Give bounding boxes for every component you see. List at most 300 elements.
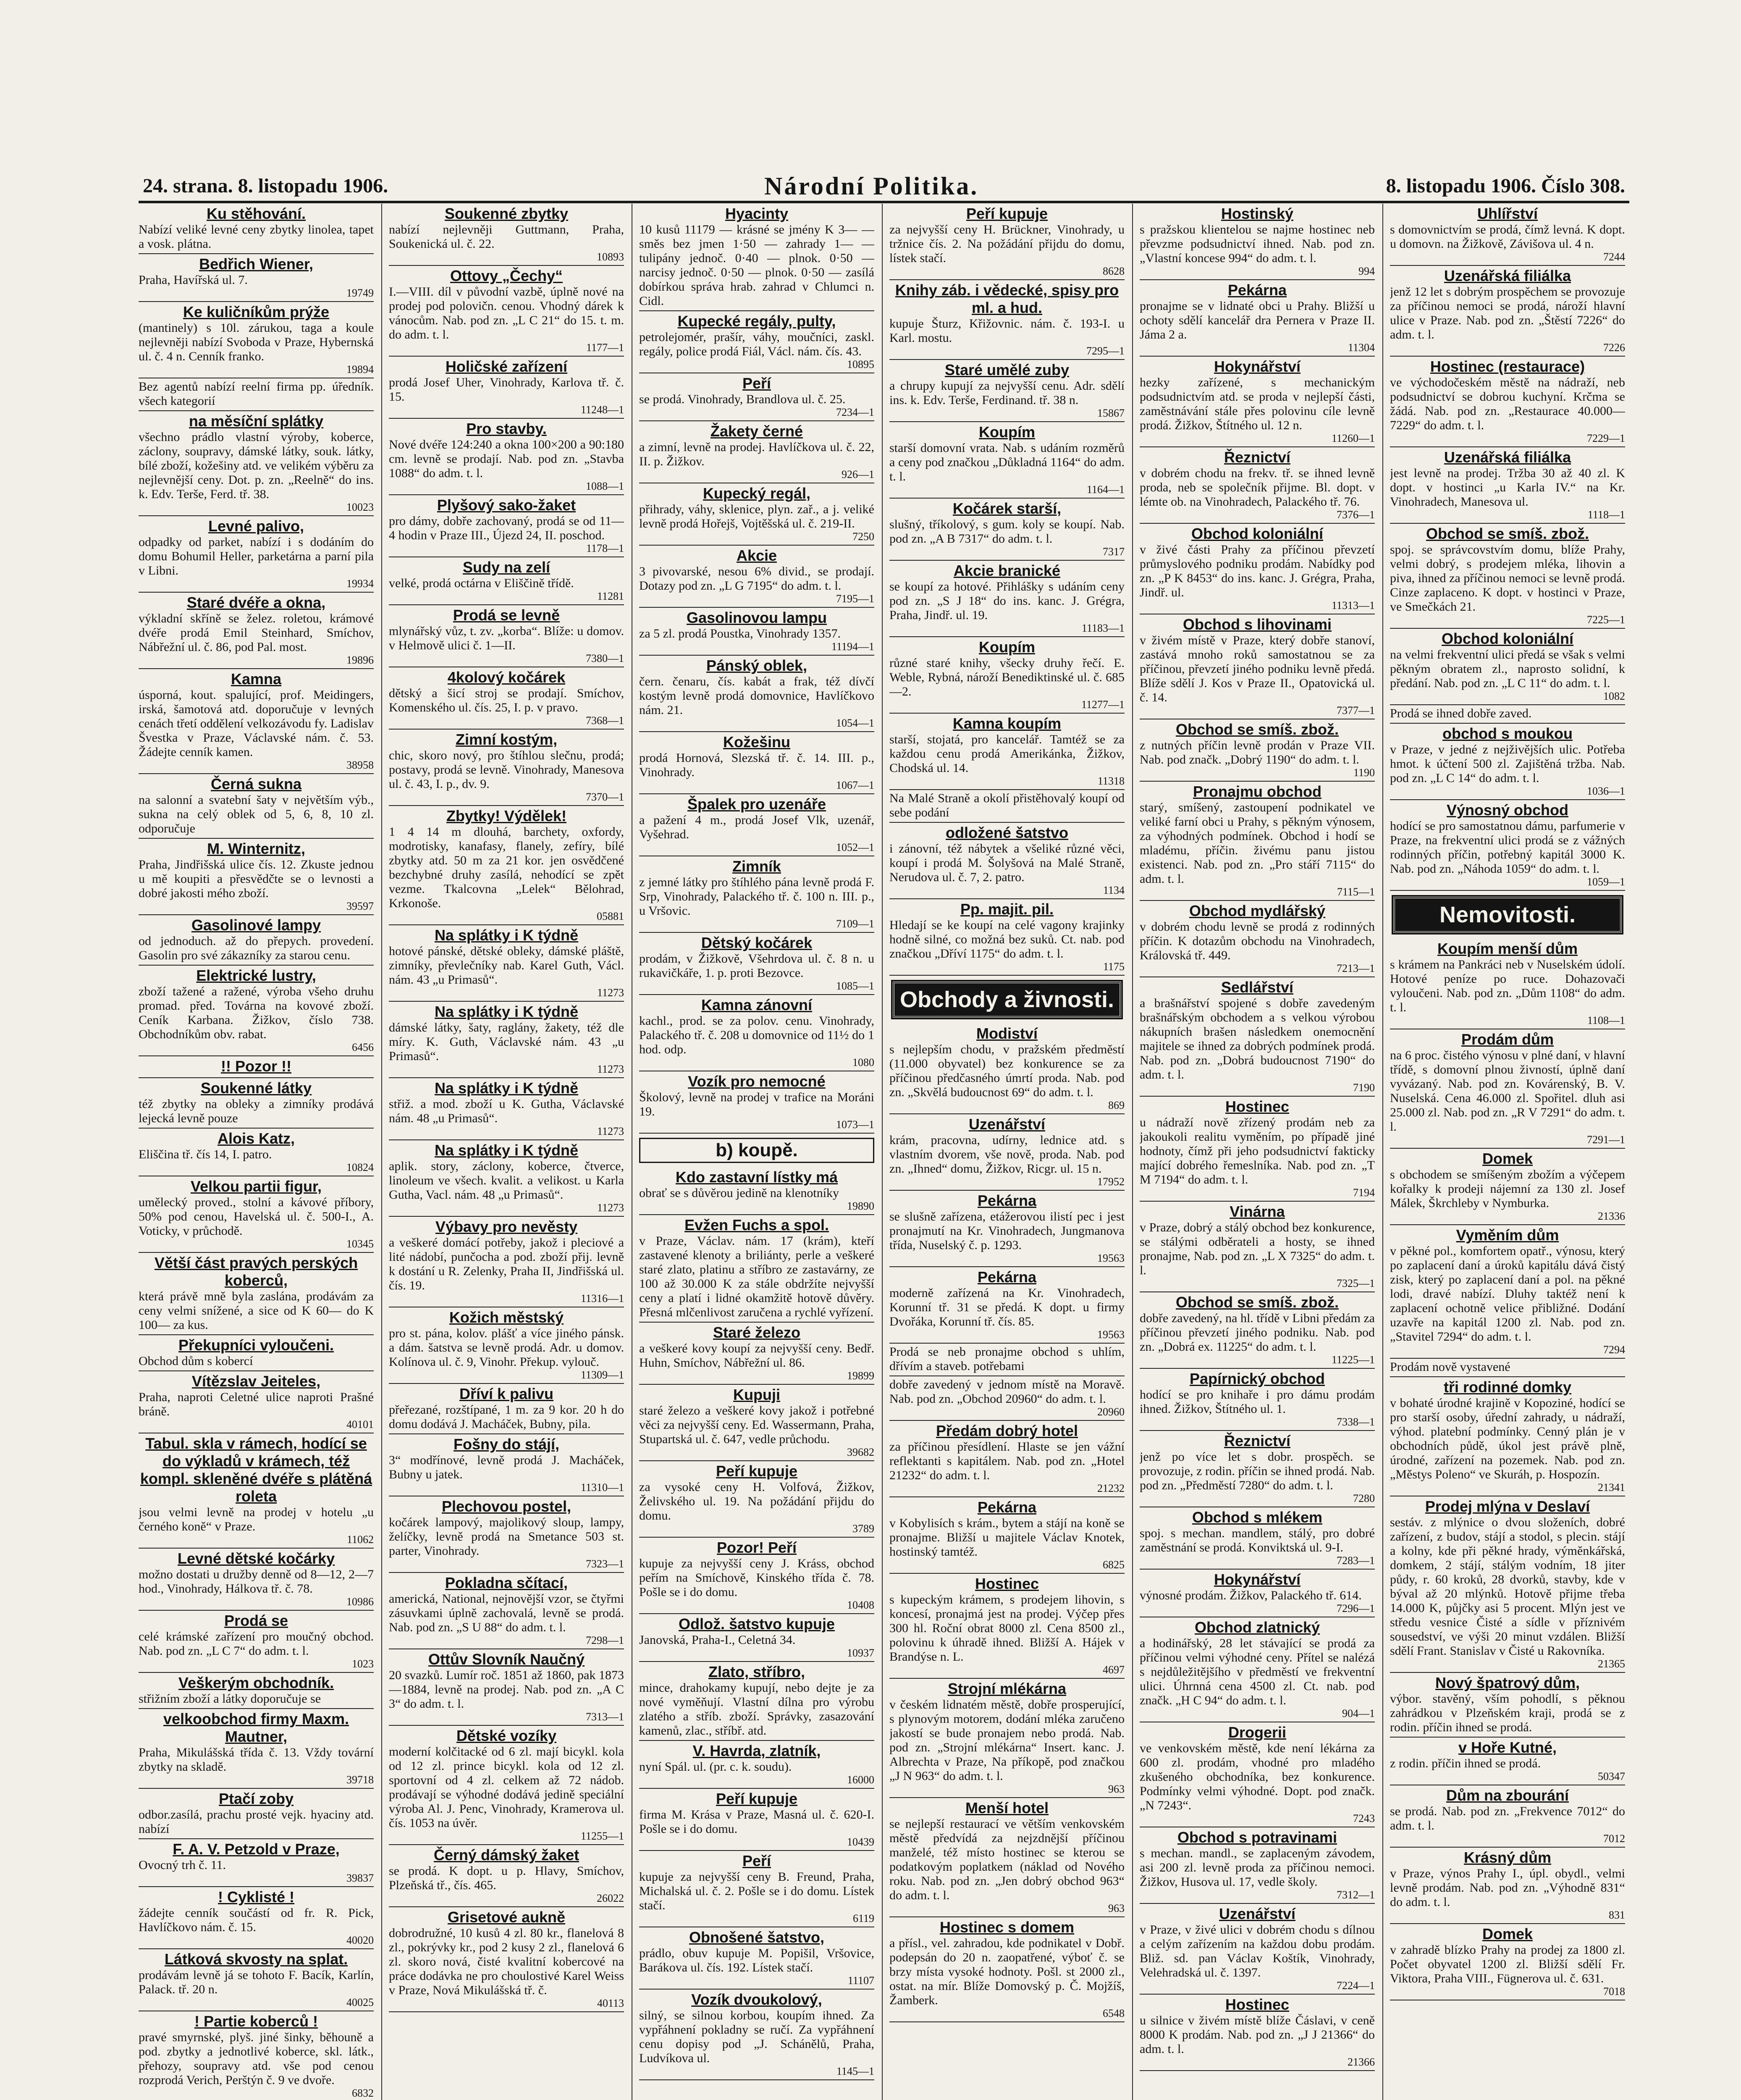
ad-number: 7012 — [1603, 1832, 1625, 1845]
ad-number: 7380—1 — [586, 652, 624, 664]
ad-heading: Hostinec — [1225, 1098, 1290, 1115]
classifieds-page — [139, 204, 1629, 2100]
ad-number: 11309—1 — [580, 1369, 624, 1381]
ad-text: v živém místě v Praze, který dobře stanoví, zastává mnoho roků samostatnou se za příčinou, převzetí jiného podniku levně předá. Blíže sdělí J. Kos v Praze II., Opatovická ul. č. 14. — [1140, 633, 1375, 704]
ad-text: petrolejomér, prašír, váhy, moučníci, zaskl. regály, police prodá Fiál, Václ. nám. čís. 43. — [639, 330, 874, 358]
ad-text: za 5 zl. prodá Poustka, Vinohrady 1357. — [639, 627, 841, 640]
ad-heading: Knihy záb. i vědecké, spisy pro ml. a hud. — [895, 281, 1119, 316]
ad-text: se nejlepší restaurací ve větším venkovském městě předvídá za nejzdnější příčinou manželé, též místo hostinec se kterou se podatkovým poplatkem (náklad od Nového roku. Nab. pod zn. „Jen dobrý obchod 963“ do adm. t. l. — [889, 1817, 1125, 1902]
ad-number: 994 — [1358, 265, 1375, 277]
ad-text: Hledají se ke koupí na celé vagony krajinky hodně silné, co možná bez suků. Ct. nab. pod značkou „Dříví 1175“ do adm. t. l. — [889, 918, 1125, 961]
classified-ad — [389, 357, 624, 419]
column-1 — [139, 204, 374, 2100]
ad-text: starší domovní vrata. Nab. s udáním rozměrů a ceny pod značkou „Důkladná 1164“ do adm. t. l. — [889, 441, 1125, 483]
ad-heading: 4kolový kočárek — [447, 669, 566, 686]
ad-heading: Kupecký regál, — [703, 485, 811, 502]
ad-heading: Pronajmu obchod — [1193, 783, 1321, 800]
ad-number: 1059—1 — [1587, 876, 1625, 888]
ad-text: v Kobylisích s krám., bytem a stájí na koně se pronajme. Bližší u majitele Václav Knotek, hostinský tamtéž. — [889, 1516, 1125, 1559]
ad-text: odbor.zasílá, prachu prosté vejk. hyaciny atd. nabízí — [139, 1808, 374, 1836]
ad-number: 10895 — [847, 358, 874, 370]
ad-number: 11194—1 — [831, 640, 874, 653]
ad-heading: Zimník — [732, 858, 781, 875]
ad-number: 7317 — [1103, 546, 1125, 558]
ad-number: 1052—1 — [836, 841, 874, 853]
classified-ad — [1140, 1507, 1375, 1570]
ad-number: 963 — [1108, 1902, 1125, 1914]
ad-number: 1145—1 — [836, 2065, 874, 2077]
classified-ad — [139, 1129, 374, 1176]
classified-ad — [1390, 1149, 1625, 1225]
ad-heading: velkoobchod firmy Maxm. Mautner, — [163, 1710, 349, 1745]
ad-heading: Dětský kočárek — [701, 934, 813, 951]
ad-heading: Řeznictví — [1224, 1432, 1291, 1449]
ad-number: 11183—1 — [1081, 622, 1125, 634]
ad-text: hodící se pro samostatnou dámu, parfumerie v Praze, na frekventní ulici prodá se z vážných rodinných příčin, potřebný kapitál 3000 K. Nab. pod zn. „Náhoda 1059“ do adm. t. l. — [1390, 819, 1625, 876]
ad-text: nabízí nejlevněji Guttmann, Praha, Soukenická ul. č. 22. — [389, 223, 624, 251]
classified-ad — [1390, 266, 1625, 357]
ad-number: 10439 — [847, 1836, 874, 1848]
classified-ad — [1390, 1225, 1625, 1359]
ad-text: s domovnictvím se prodá, čímž levná. K dopt. u domovn. na Žižkově, Závišova ul. 4 n. — [1390, 223, 1625, 251]
ad-text: Janovská, Praha-I., Celetná 34. — [639, 1633, 796, 1647]
ad-heading: Vinárna — [1230, 1203, 1285, 1220]
ad-heading: Pánský oblek, — [706, 657, 808, 674]
ad-number: 20960 — [1097, 1406, 1125, 1418]
ad-text: prodávám levně já se tohoto F. Bacík, Karlín, Palack. tř. 20 n. — [139, 1968, 374, 1996]
ad-number: 7323—1 — [586, 1558, 624, 1570]
ad-number: 50347 — [1598, 1770, 1625, 1782]
ad-text: dobrodružné, 10 kusů 4 zl. 80 kr., flanelová 8 zl., pokrývky kr., pod 2 kusy 2 zl., flanelová 6 zl. skoro nová, čisté kvalitní kobercové na práce dodávka ne pro choulostivé Karel Weiss v Praze, Nová Mikulášská tř. č. — [389, 1926, 624, 1997]
classified-ad — [389, 495, 624, 557]
classified-ad — [1140, 1995, 1375, 2071]
ad-text: v Praze, v živé ulici v dobrém chodu s dílnou a celým zařízením na každou dobu prodám. Bliž. sd. pan Václav Koštík, Vinohrady, Velehradská ul. č. 1397. — [1140, 1923, 1375, 1979]
column-5 — [1140, 204, 1375, 2100]
ad-number: 21336 — [1598, 1210, 1625, 1222]
classified-ad — [1140, 1617, 1375, 1722]
classified-ad — [139, 1839, 374, 1887]
ad-heading: Sedlářství — [1221, 979, 1294, 996]
ad-text: v Praze, v jedné z nejživějších ulic. Potřeba hmot. k účtení 500 zl. Zajištěná tržba. Nab. pod zn. „L C 14“ do adm. t. l. — [1390, 743, 1625, 785]
ad-number: 19934 — [346, 578, 374, 590]
classified-ad — [1140, 1369, 1375, 1431]
ad-text: v dobrém chodu na frekv. tř. se ihned levně proda, neb se společník přijme. Bl. dopt. v lémte ob. na Vinohradech, Palackého tř. 76. — [1140, 466, 1375, 509]
ad-heading: Veškerým obchodník. — [178, 1674, 334, 1691]
column-2 — [389, 204, 624, 2100]
ad-text: jsou velmi levně na prodej v hotelu „u černého koně“ v Praze. — [139, 1505, 374, 1533]
classified-ad — [639, 794, 874, 856]
ad-number: 38958 — [346, 759, 374, 771]
ad-text: prodá Hornová, Slezská tř. č. 14. III. p., Vinohrady. — [639, 751, 874, 779]
ad-text: mlynářský vůz, t. zv. „korba“. Blíže: u domov. v Helmově ulici č. 1—II. — [389, 624, 624, 652]
ad-text: Praha, Havířská ul. 7. — [139, 273, 248, 287]
newspaper-title: Národní Politika. — [764, 172, 979, 200]
ad-heading: Kožešinu — [723, 733, 790, 751]
ad-number: 7115—1 — [1337, 886, 1375, 898]
classified-ad — [889, 1191, 1125, 1267]
ad-number: 926—1 — [842, 468, 874, 480]
classified-ad — [1140, 1292, 1375, 1369]
ad-heading: Hokynářství — [1214, 1571, 1301, 1588]
ad-heading: Obchod koloniální — [1442, 630, 1573, 647]
column-divider — [1382, 204, 1383, 2100]
ad-heading: Krásný dům — [1463, 1849, 1552, 1866]
ad-number: 11225—1 — [1331, 1354, 1375, 1366]
ad-text: americká, National, nejnovější vzor, se čtyřmi zásuvkami úplně zachovalá, levně se prodá. Nab. pod zn. „S U 88“ do adm. t. l. — [389, 1592, 624, 1634]
classified-ad — [389, 419, 624, 495]
classified-ad — [1140, 204, 1375, 280]
classified-ad — [139, 1433, 374, 1549]
ad-heading: Staré umělé zuby — [944, 361, 1070, 378]
ad-text: ve východočeském městě na nádraží, neb podsudnictví se dobrou kuchyní. Krčma se žádá. Nab. pod zn. „Restaurace 40.000—7229“ do adm. t. l. — [1390, 375, 1625, 432]
classified-ad — [139, 411, 374, 516]
classified-ad — [139, 1789, 374, 1839]
ad-heading: Pp. majit. pil. — [960, 900, 1054, 918]
ad-number: 19563 — [1097, 1328, 1125, 1341]
ad-number: 7243 — [1353, 1812, 1375, 1824]
ad-number: 11304 — [1348, 341, 1375, 354]
ad-number: 10408 — [847, 1599, 874, 1611]
ad-heading: Obchod mydlářský — [1189, 902, 1326, 919]
ad-number: 11316—1 — [580, 1292, 624, 1305]
ad-number: 1067—1 — [836, 779, 874, 791]
classified-ad — [889, 1497, 1125, 1574]
classified-ad — [1390, 1785, 1625, 1848]
ad-text: a pažení 4 m., prodá Josef Vlk, uzenář, Vyšehrad. — [639, 813, 874, 841]
classified-ad — [139, 839, 374, 915]
ad-heading: Staré železo — [713, 1324, 801, 1341]
ad-number: 7224—1 — [1337, 1979, 1375, 1992]
classified-ad — [139, 1371, 374, 1433]
classified-ad — [139, 1673, 374, 1709]
ad-number: 7368—1 — [586, 714, 624, 727]
classified-ad — [389, 1907, 624, 2012]
ad-text: zboží tažené a ražené, výroba všeho druhu promad. před. Továrna na kovové zboží. Ceník Karbana. Žižkov, číslo 738. Obchodníkům obv. rabat. — [139, 984, 374, 1041]
ad-text: a hodinářský, 28 let stávající se prodá za příčinou velmi výhodné ceny. Přítel se nalézá s nejdůležitějšího v předměstí ve frekventní ulici. Úhrnná cena 4500 zl. Ct. nab. pod značk. „H C 94“ do adm. t. l. — [1140, 1636, 1375, 1707]
ad-number: 1054—1 — [836, 717, 874, 729]
ad-heading: Kožich městský — [449, 1309, 564, 1326]
ad-text: 3 pivovarské, nesou 6% divid., se prodají. Dotazy pod zn. „L G 7195“ do adm. t. l. — [639, 564, 874, 593]
ad-text: se slušně zařízena, etážerovou ilistí pec i jest pronajmutí na Kr. Vinohradech, Jungmanova třída, Nuselský č. p. 1293. — [889, 1210, 1125, 1252]
ad-text: Nabízí veliké levné ceny zbytky linolea, tapet a vosk. plátna. — [139, 223, 374, 251]
ad-heading: Hokynářství — [1214, 358, 1301, 375]
ad-text: v Praze, Václav. nám. 17 (krám), kteří zastavené klenoty a briliánty, perle a veškeré staré zlato, platinu a stříbro ze zastavárny, ze 100 až 30.000 K za stále obdržíte nejvyšší ceny a platí i lidné okamžitě hotově důvěry. Přesná mlčenlivost zaručena a rychlé vyřízení. — [639, 1234, 874, 1319]
ad-heading: Kamna — [231, 670, 282, 688]
classified-ad — [1140, 1722, 1375, 1827]
ad-heading: Elektrické lustry, — [196, 967, 316, 984]
ad-text: kupuje za nejvyšší ceny B. Freund, Praha, Michalská ul. č. 2. Pošle se i do domu. Lístek stačí. — [639, 1870, 874, 1912]
ad-heading: Ptačí zoby — [218, 1790, 294, 1807]
ad-heading: Ottův Slovník Naučný — [428, 1651, 585, 1668]
ad-text: střižním zboží a látky doporučuje se — [139, 1692, 321, 1706]
classified-ad — [639, 933, 874, 995]
ad-text: hotové pánské, dětské obleky, dámské pláště, zimníky, převlečníky nab. Karel Guth, Václ. nám. 43 „u Primasů“. — [389, 944, 624, 987]
ad-heading: Drogerii — [1228, 1724, 1287, 1741]
ad-heading: Peří kupuje — [966, 205, 1048, 222]
ad-text: s mechan. mandl., se zaplaceným závodem, asi 200 zl. levně proda za příčinou nemoci. Žižkov, Husova ul. 17, vedle školy. — [1140, 1846, 1375, 1889]
ad-text: v Praze, dobrý a stálý obchod bez konkurence, se stálými odběrateli a hosty, se ihned pronajme, Nab. pod zn. „L X 7325“ do adm. t. l. — [1140, 1221, 1375, 1277]
classified-ad — [1390, 1924, 1625, 2000]
ad-heading: Obchod s potravinami — [1177, 1829, 1337, 1846]
ad-text: hezky zařízené, s mechanickým podsudnictvím atd. se proda v nejlepší části, zaměstnávání stále přes polovinu cíle levně prodá. Žižkov, Štítného ul. 12 n. — [1140, 375, 1375, 432]
ad-heading: Staré dvéře a okna, — [186, 594, 326, 611]
ad-heading: Uzenářská filiálka — [1444, 267, 1571, 284]
classified-ad — [139, 1549, 374, 1611]
classified-ad — [139, 516, 374, 593]
classified-ad — [1390, 1496, 1625, 1673]
classified-ad — [889, 1421, 1125, 1497]
ad-heading: Obchod se smíš. zbož. — [1175, 721, 1339, 738]
ad-text: kupuje Šturz, Křižovnic. nám. č. 193-I. u Karl. mostu. — [889, 317, 1125, 345]
classified-ad — [389, 266, 624, 357]
ad-heading: Hostinec — [975, 1575, 1039, 1592]
ad-heading: Akcie — [736, 547, 777, 564]
ad-heading: Ottovy „Čechy“ — [450, 267, 563, 284]
classified-ad — [139, 1335, 374, 1371]
classified-ad — [639, 1323, 874, 1385]
ad-text: pronajme se v lidnaté obci u Prahy. Bližší u ochoty sdělí kancelář dra Pernera v Praze II. Jáma 2 a. — [1140, 299, 1375, 341]
ad-text: se koupí za hotové. Přihlášky s udáním ceny pod zn. „S J 18“ do ins. kanc. J. Grégra, Praha, Jindř. ul. 19. — [889, 580, 1125, 622]
ad-number: 11260—1 — [1331, 432, 1375, 444]
ad-heading: na měsíční splátky — [189, 412, 324, 430]
ad-heading: Prodám dům — [1461, 1031, 1554, 1048]
ad-text: z nutných příčin levně prodán v Praze VII. Nab. pod značk. „Dobrý 1190“ do adm. t. l. — [1140, 738, 1375, 766]
ad-number: 6456 — [352, 1041, 374, 1053]
ad-number: 869 — [1108, 1099, 1125, 1111]
ad-text: přihrady, váhy, sklenice, plyn. zař., a j. veliké levně prodá Hořejš, Vojtěšská ul. č. 219-II. — [639, 502, 874, 530]
ad-text: s nejlepším chodu, v pražském předměstí (11.000 obyvatel) bez konkurence se za příčinou předčasného úmrtí proda. Nab. pod zn. „Skvělá budoucnost 69“ do adm. t. l. — [889, 1042, 1125, 1099]
classified-ad — [889, 422, 1125, 499]
ad-heading: Vyměním dům — [1456, 1226, 1559, 1244]
section-banner: Obchody a živnosti. — [893, 982, 1121, 1018]
ad-number: 11318 — [1097, 775, 1125, 787]
ad-heading: Modiství — [976, 1025, 1038, 1042]
ad-heading: Pekárna — [977, 1499, 1037, 1516]
page-header — [143, 174, 1625, 200]
ad-text: umělecký proved., stolní a kávové příbory, 50% pod cenou, Havelská ul. č. 500-I., A. Voticky, v průchodě. — [139, 1195, 374, 1238]
ad-number: 19896 — [346, 654, 374, 666]
ad-number: 11062 — [346, 1533, 374, 1546]
ad-heading: Černý dámský žaket — [433, 1846, 579, 1864]
ad-number: 8628 — [1103, 265, 1125, 277]
ad-number: 11273 — [597, 1202, 624, 1214]
classified-ad — [639, 1662, 874, 1741]
ad-text: z rodin. příčin ihned se prodá. — [1390, 1756, 1541, 1770]
ad-heading: Soukenné zbytky — [444, 205, 569, 222]
classified-ad — [889, 561, 1125, 637]
ad-text: v dobrém chodu levně se prodá z rodinných příčin. K dotazům obchodu na Vinohradech, Královská tř. 449. — [1140, 920, 1375, 962]
ad-heading: Obnošené šatstvo, — [689, 1929, 825, 1946]
ad-text: starý, smíšený, zastoupení podnikatel ve veliké farní obci u Prahy, s pěkným výnosem, za výhodných podmínek. Obchod i hodí se mladému, příčin. živému panu jistou existenci. Nab. pod zn. „Pro stáří 7115“ do adm. t. l. — [1140, 801, 1375, 886]
ad-number: 1175 — [1103, 961, 1125, 973]
ad-text: dobře zavedený, na hl. třídě v Libni předám za příčinou převzetí jiného podniku. Nab. pod zn. „Dobrá ex. 11225“ do adm. t. l. — [1140, 1311, 1375, 1354]
classified-ad — [639, 1071, 874, 1134]
ad-text: jenž po více let s dobr. prospěch. se provozuje, z rodin. příčin se ihned prodá. Nab. pod zn. „Předměstí 7280“ do adm. t. l. — [1140, 1450, 1375, 1492]
ad-heading: Prodej mlýna v Deslaví — [1425, 1498, 1590, 1515]
ad-heading: Strojní mlékárna — [947, 1680, 1067, 1697]
ad-heading: Ke kuličníkům prýže — [183, 303, 330, 320]
classified-ad — [639, 732, 874, 794]
ad-number: 7283—1 — [1337, 1554, 1375, 1567]
classified-ad — [639, 1538, 874, 1614]
classified-ad — [139, 1887, 374, 1949]
classified-ad — [139, 1176, 374, 1253]
ad-number: 26022 — [597, 1892, 624, 1904]
ad-text: na 6 proc. čistého výnosu v plné daní, v hlavní třídě, s domovní plnou živností, úplně daní vyvázaný. Nab. pod zn. Kovárenský, B. V. Nuselská. Cena 46.000 zl. Spořitel. dluh asi 25.000 zl. Nab. pod zn. „R V 7291“ do adm. t. l. — [1390, 1048, 1625, 1134]
ad-number: 1177—1 — [586, 341, 624, 354]
ad-number: 11273 — [597, 1063, 624, 1075]
ad-text: nyní Spál. ul. (pr. c. k. soudu). — [639, 1760, 792, 1774]
ad-text: se prodá. Vinohrady, Brandlova ul. č. 25. — [639, 392, 846, 406]
ad-heading: Nový špatrový dům, — [1435, 1674, 1580, 1691]
ad-text: prodám, v Žižkově, Všehrdova ul. č. 8 n. u rukavičkáře, 1. p. proti Bezovce. — [639, 952, 874, 980]
column-4 — [889, 204, 1125, 2100]
ad-number: 10937 — [847, 1647, 874, 1659]
ad-heading: Dětské vozíky — [456, 1727, 557, 1744]
classified-ad — [639, 546, 874, 608]
ad-number: 17952 — [1097, 1176, 1125, 1188]
ad-text: a zimní, levně na prodej. Havlíčkova ul. č. 22, II. p. Žižkov. — [639, 440, 874, 468]
classified-ad — [1140, 977, 1375, 1097]
classified-ad — [639, 311, 874, 373]
ad-heading: Pro stavby. — [466, 420, 547, 437]
ad-text: žádejte cenník součástí od fr. R. Pick, Havlíčkovo nám. č. 15. — [139, 1906, 374, 1934]
ad-number: 7294 — [1603, 1344, 1625, 1356]
ad-number: 7377—1 — [1337, 704, 1375, 717]
classified-ad — [389, 1384, 624, 1434]
ad-text: kočárek lampový, majolikový sloup, lampy, želíčky, levně prodá na Smetance 503 st. parter, Vinohrady. — [389, 1515, 624, 1558]
ad-text: I.—VIII. díl v původní vazbě, úplně nové na prodej pod polovičn. cenou. Vhodný dárek k vánocům. Nab. pod zn. „L C 21“ do 15. t. m. do adm. t. l. — [389, 285, 624, 341]
ad-text: spoj. s mechan. mandlem, stálý, pro dobré zaměstnání se prodá. Konviktská ul. 9-I. — [1140, 1526, 1375, 1554]
ad-heading: Zbytky! Výdělek! — [446, 807, 567, 824]
classified-ad — [389, 1726, 624, 1845]
ad-heading: Překupníci vyloučeni. — [178, 1336, 334, 1354]
ad-number: 6832 — [352, 2087, 374, 2099]
classified-ad — [1390, 800, 1625, 891]
ad-number: 904—1 — [1342, 1707, 1375, 1719]
ad-heading: Peří kupuje — [716, 1790, 798, 1807]
ad-text: na velmi frekventní ulici předá se však s velmi pěkným obratem zl., naprosto solidní, k předání. Nab. pod zn. „L C 11“ do adm. t. l. — [1390, 648, 1625, 690]
classified-ad — [889, 823, 1125, 899]
ad-heading: F. A. V. Petzold v Praze, — [173, 1840, 340, 1858]
classified-ad — [639, 608, 874, 656]
ad-text: za nejvyšší ceny H. Brückner, Vinohrady, u tržnice čís. 2. Na požádání přijdu do domu, lístek stačí. — [889, 223, 1125, 265]
classified-ad — [889, 1679, 1125, 1798]
ad-heading: Zlato, stříbro, — [708, 1663, 805, 1680]
ad-number: 39718 — [346, 1774, 374, 1786]
ad-number: 7296—1 — [1337, 1602, 1375, 1614]
ad-number: 7338—1 — [1337, 1416, 1375, 1428]
ad-text: pravé smyrnské, plyš. jiné šinky, běhouně a pod. zbytky a jednotlivé koberce, skl. látk., přehozy, soupravy atd. vše pod cenou rozprodá Verich, Perštýn č. 9 ve dvoře. — [139, 2030, 374, 2087]
ad-text: v Praze, výnos Prahy I., úpl. obydl., velmi levně prodám. Nab. pod zn. „Výhodně 831“ do adm. t. l. — [1390, 1866, 1625, 1909]
ad-heading: Na splátky i K týdně — [434, 1142, 579, 1159]
ad-heading: M. Winternitz, — [207, 840, 305, 857]
classified-ad — [889, 1574, 1125, 1679]
classified-ad — [1390, 1673, 1625, 1738]
classified-ad — [639, 856, 874, 933]
ad-heading: Pozor! Peří — [716, 1539, 797, 1556]
classified-ad — [1390, 1359, 1625, 1377]
ad-heading: V. Havrda, zlatník, — [692, 1742, 821, 1759]
ad-text: výbor. stavěný, vším pohodlí, s pěknou zahrádkou v Plzeňském kraji, prodá se z rodin. příčin ihned se prodá. — [1390, 1692, 1625, 1734]
ad-heading: Peří kupuje — [716, 1462, 798, 1480]
ad-number: 15867 — [1097, 407, 1125, 419]
classified-ad — [389, 1140, 624, 1217]
ad-text: aplik. story, záclony, koberce, čtverce, linoleum ve všech. kvalit. a velikost. u Karla Gutha, Vacl. nám. 48 „u Primasů“. — [389, 1159, 624, 1202]
column-3 — [639, 204, 874, 2100]
ad-heading: Sudy na zelí — [462, 559, 551, 576]
classified-ad — [389, 806, 624, 925]
ad-text: s kupeckým krámem, s prodejem lihovin, s koncesí, pronajmá jest na prodej. Výčep přes 300 hl. Roční obrat 8000 zl. Cena 8500 zl., polovinu k úhradě ihned. Bližší A. Hájek v Brandýse n. L. — [889, 1593, 1125, 1664]
ad-text: prodá Josef Uher, Vinohrady, Karlova tř. č. 15. — [389, 375, 624, 404]
classified-ad — [389, 1845, 624, 1907]
ad-text: chic, skoro nový, pro štíhlou slečnu, prodá; postavy, prodá se levně. Vinohrady, Manesova ul. č. 43, I. p., dv. 9. — [389, 748, 624, 791]
ad-number: 6825 — [1103, 1559, 1125, 1571]
classified-ad — [1390, 629, 1625, 705]
ad-text: odpadky od parket, nabízí i s dodáním do domu Bohumil Heller, parketárna a parní pila v Libni. — [139, 535, 374, 578]
ad-heading: Hostinec s domem — [939, 1919, 1075, 1936]
ad-heading: odložené šatstvo — [945, 824, 1069, 841]
classified-ad — [1140, 280, 1375, 357]
ad-heading: Koupím — [979, 423, 1035, 441]
ad-text: čern. čenaru, čís. kabát a frak, též dívčí kostým levně prodá domovnice, Havlíčkovo nám. 21. — [639, 675, 874, 717]
classified-ad — [639, 1385, 874, 1461]
ad-text: Prodá se ihned dobře zaved. — [1390, 706, 1532, 720]
classified-ad — [389, 1217, 624, 1307]
ad-heading: Peří — [742, 1852, 771, 1869]
ad-text: jenž 12 let s dobrým prospěchem se provozuje za příčinou nemoci se prodá, nároží hlavní ulice v Praze. Nab. pod zn. „Štěstí 7226“ do adm. t. l. — [1390, 285, 1625, 341]
ad-number: 10893 — [597, 251, 624, 263]
ad-text: firma M. Krása v Praze, Masná ul. č. 620-I. Pošle se i do domu. — [639, 1808, 874, 1836]
ad-heading: Evžen Fuchs a spol. — [684, 1216, 829, 1234]
ad-text: a veškeré kovy koupí za nejvyšší ceny. Bedř. Huhn, Smíchov, Nábřežní ul. 86. — [639, 1341, 874, 1370]
ad-number: 1178—1 — [586, 542, 624, 554]
classified-ad — [889, 1024, 1125, 1114]
classified-ad — [1390, 705, 1625, 724]
ad-number: 7234—1 — [836, 406, 874, 418]
ad-number: 40020 — [346, 1934, 374, 1946]
ad-heading: Vozík pro nemocné — [688, 1073, 826, 1090]
classified-ad — [139, 669, 374, 774]
ad-text: se prodá. K dopt. u p. Hlavy, Smíchov, Plzeňská tř., čís. 465. — [389, 1864, 624, 1892]
classified-ad — [1140, 524, 1375, 614]
classified-ad — [389, 1307, 624, 1384]
ad-heading: Odlož. šatstvo kupuje — [678, 1615, 835, 1633]
ad-text: dobře zavedený v jednom místě na Moravě. Nab. pod zn. „Obchod 20960“ do adm. t. l. — [889, 1378, 1125, 1406]
ad-text: na salonní a svatební šaty v největším výb., sukna na celý oblek od 5, 6, 8, 10 zl. odporučuje — [139, 793, 374, 835]
ad-text: Praha, Mikulášská třída č. 13. Vždy tovární zbytky na skladě. — [139, 1746, 374, 1774]
ad-heading: Levné palivo, — [208, 517, 304, 535]
ad-text: prádlo, obuv kupuje M. Popišil, Vršovice, Barákova ul. čís. 192. Lístek stačí. — [639, 1946, 874, 1974]
classified-ad — [389, 605, 624, 667]
classified-ad — [639, 421, 874, 483]
classified-ad — [139, 1056, 374, 1078]
classified-ad — [1140, 1904, 1375, 1995]
ad-heading: Uzenářství — [968, 1116, 1046, 1133]
ad-heading: Gasolinové lampy — [191, 916, 321, 934]
classified-ad — [1390, 1848, 1625, 1924]
classified-ad — [139, 774, 374, 839]
classified-ad — [1140, 1570, 1375, 1617]
ad-heading: Obchod se smíš. zbož. — [1426, 525, 1589, 542]
ad-text: která právě mně byla zaslána, prodávám za ceny velmi snížené, a sice od K 60— do K 100— za kus. — [139, 1289, 374, 1332]
classified-ad — [1390, 1029, 1625, 1149]
ad-heading: Domek — [1482, 1150, 1533, 1167]
classified-ad — [139, 302, 374, 378]
ad-text: obrať se s důvěrou jedině na klenotníky — [639, 1186, 839, 1200]
ad-heading: Fošny do stájí, — [453, 1436, 560, 1453]
ad-number: 11281 — [597, 590, 624, 602]
